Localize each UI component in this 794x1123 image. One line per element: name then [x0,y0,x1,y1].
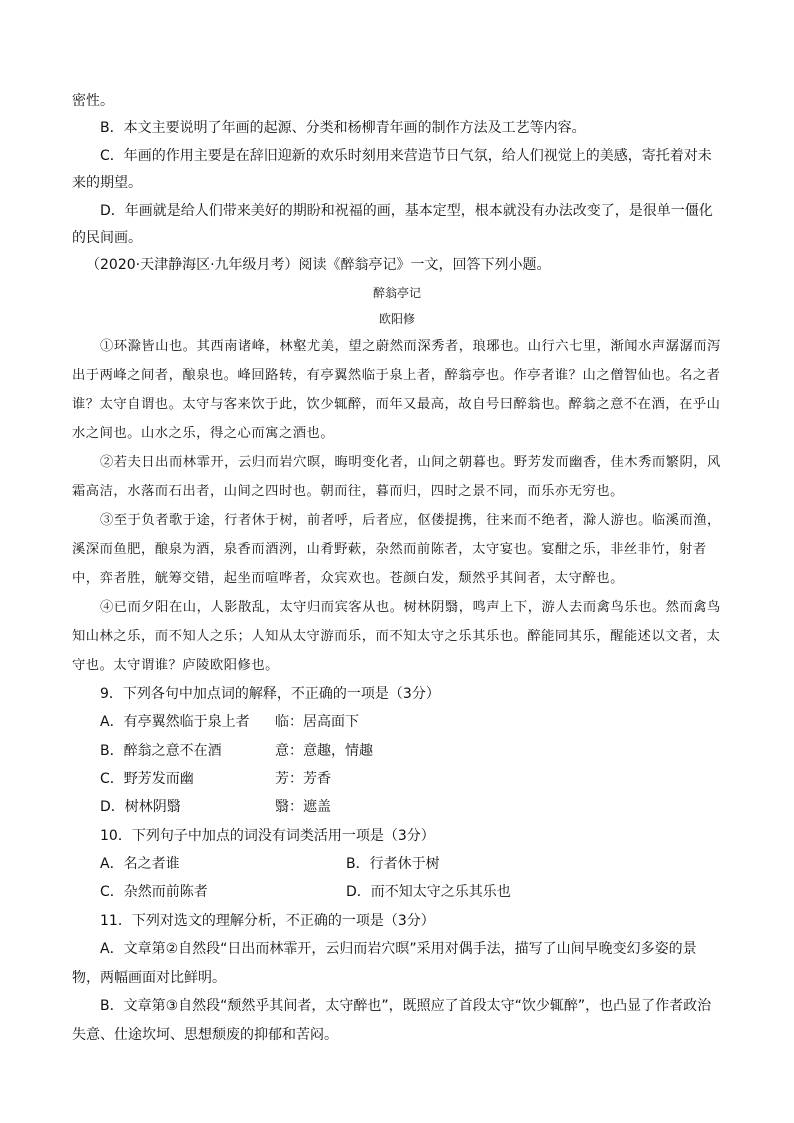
question-9-stem: 9．下列各句中加点词的解释，不正确的一项是（3分） [100,685,440,702]
passage-paragraph-3: ③至于负者歌于途，行者休于树，前者呼，后者应，伛偻提携，往来而不绝者，滁人游也。临溪而渔，溪深而鱼肥，酿泉为酒，泉香而酒洌，山肴野蔌，杂然而前陈者，太守宴也。宴酣之乐，非丝非竹，射者中，弈者胜，觥筹交错，起坐而喧哗者，众宾欢也。苍颜白发，颓然乎其间者，太守醉也。 [72,512,721,586]
question-10-option-a: A．名之者谁 [100,856,180,873]
reading-intro: （2020·天津静海区·九年级月考）阅读《醉翁亭记》一文，回答下列小题。 [86,257,551,274]
prev-option-d: D．年画就是给人们带来美好的期盼和祝福的画，基本定型，根本就没有办法改变了，是很单一僵化的民间画。 [72,202,713,247]
option-sentence: D．树林阴翳 [100,799,181,816]
passage-paragraph-2: ②若夫日出而林霏开，云归而岩穴暝，晦明变化者，山间之朝暮也。野芳发而幽香，佳木秀而繁阴，风霜高洁，水落而石出者，山间之四时也。朝而往，暮而归，四时之景不同，而乐亦无穷也。 [72,454,721,499]
question-10-options-row-1 [72,850,722,878]
question-10-option-d: D．而不知太守之乐其乐也 [346,884,511,901]
passage-author: 欧阳修 [378,311,415,326]
passage-paragraph-4: ④已而夕阳在山，人影散乱，太守归而宾客从也。树林阴翳，鸣声上下，游人去而禽鸟乐也。然而禽鸟知山林之乐，而不知人之乐；人知从太守游而乐，而不知太守之乐其乐也。醉能同其乐，醒能述以文者，太守也。太守谓谁？庐陵欧阳修也。 [72,599,721,673]
option-gloss: 翳：遮盖 [275,799,331,816]
question-9-option-a [72,708,722,736]
option-gloss: 临：居高面下 [275,714,359,731]
passage-paragraph-1: ①环滁皆山也。其西南诸峰，林壑尤美，望之蔚然而深秀者，琅琊也。山行六七里，渐闻水声潺潺而泻出于两峰之间者，酿泉也。峰回路转，有亭翼然临于泉上者，醉翁亭也。作亭者谁？山之僧智仙也。名之者谁？太守自谓也。太守与客来饮于此，饮少辄醉，而年又最高，故自号曰醉翁也。醉翁之意不在酒，在乎山水之间也。山水之乐，得之心而寓之酒也。 [72,338,721,441]
document-page [72,88,722,1049]
question-9-option-c [72,765,722,793]
question-10-stem: 10．下列句子中加点的词没有词类活用一项是（3分） [100,827,435,844]
option-gloss: 芳：芳香 [275,770,331,787]
question-10-option-c: C．杂然而前陈者 [100,884,208,901]
option-gloss: 意：意趣，情趣 [275,742,373,759]
prev-option-b: B．本文主要说明了年画的起源、分类和杨柳青年画的制作方法及工艺等内容。 [100,120,586,137]
option-sentence: B．醉翁之意不在酒 [100,742,222,759]
question-10-option-b: B．行者休于树 [346,856,440,873]
question-11-option-a: A．文章第②自然段“日出而林霏开，云归而岩穴暝”采用对偶手法，描写了山间早晚变幻多姿的景物，两幅画面对比鲜明。 [72,941,697,986]
question-10-options-row-2 [72,878,722,906]
question-11-option-b: B．文章第③自然段“颓然乎其间者，太守醉也”，既照应了首段太守“饮少辄醉”，也凸显了作者政治失意、仕途坎坷、思想颓废的抑郁和苦闷。 [72,998,712,1043]
option-sentence: A．有亭翼然临于泉上者 [100,714,250,731]
option-sentence: C．野芳发而幽 [100,770,194,787]
question-11-stem: 11．下列对选文的理解分析，不正确的一项是（3分） [100,912,435,929]
prev-option-c: C．年画的作用主要是在辞旧迎新的欢乐时刻用来营造节日气氛，给人们视觉上的美感，寄托着对未来的期望。 [72,147,712,192]
question-9-option-b [72,737,722,765]
carryover-text: 密性。 [72,93,114,109]
passage-title: 醉翁亭记 [372,285,421,300]
question-9-option-d [72,793,722,821]
